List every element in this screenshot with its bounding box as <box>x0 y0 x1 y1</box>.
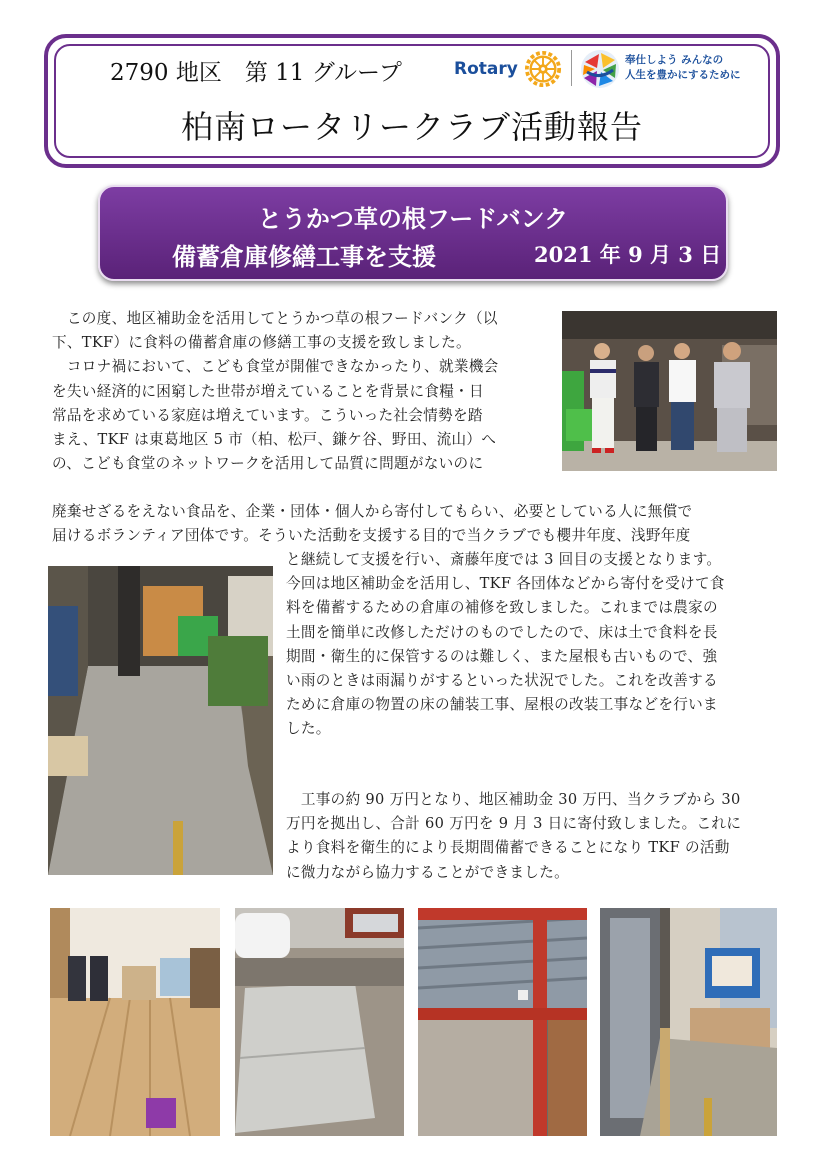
group-photo-image <box>562 311 777 471</box>
text-line: した。 <box>286 720 331 738</box>
group-photo <box>562 311 777 471</box>
roof-repair-image <box>418 908 587 1136</box>
text-line: と継続して支援を行い、斎藤年度では 3 回目の支援となります。 <box>286 551 722 568</box>
text-line: を失い経済的に困窮した世帯が増えていることを背景に食糧・日 <box>52 382 484 400</box>
text-line: 届けるボランティア団体です。そういた活動を支援する目的で当クラブでも櫻井年度、浅野年度 <box>52 527 691 545</box>
text-line: 今回は地区補助金を活用し、TKF 各団体などから寄付を受けて食 <box>286 575 725 593</box>
rotary-logo <box>454 50 568 90</box>
rotary-wordmark: Rotary <box>454 59 518 79</box>
text-line: に微力ながら協力することができました。 <box>286 863 569 881</box>
text-line: 土間を簡単に改修しただけのものでしたので、床は土で食料を長 <box>286 623 718 641</box>
rotary-wheel-icon <box>524 50 562 88</box>
report-date: 2021 年 9 月 3 日 <box>534 242 722 267</box>
text-line: この度、地区補助金を活用してとうかつ草の根フードバンク（以 <box>52 310 498 327</box>
concrete-pad-photo <box>235 908 404 1136</box>
slogan-globe-icon <box>579 48 621 90</box>
headline-line-2: 備蓄倉庫修繕工事を支援 <box>172 242 436 271</box>
text-line: ために倉庫の物置の床の舗装工事、屋根の改装工事などを行いま <box>286 696 718 714</box>
headline-line-1: とうかつ草の根フードバンク <box>257 204 569 233</box>
roof-repair-photo <box>418 908 587 1136</box>
text-line: コロナ禍において、こども食堂が開催できなかったり、就業機会 <box>52 358 499 376</box>
slogan-text <box>625 53 741 83</box>
body-paragraph-1 <box>52 307 554 476</box>
storage-room-photo <box>50 908 220 1136</box>
warehouse-floor-photo <box>48 566 273 875</box>
text-line: 万円を拠出し、合計 60 万円を 9 月 3 日に寄付致しました。これに <box>286 815 742 833</box>
body-paragraph-3 <box>286 548 776 742</box>
storage-room-image <box>50 908 220 1136</box>
text-line: より食料を衛生的により長期間備蓄できることになり TKF の活動 <box>286 839 730 857</box>
text-line: 下、TKF）に食料の備蓄倉庫の修繕工事の支援を致しました。 <box>52 334 471 352</box>
text-line: の、こども食堂のネットワークを活用して品質に問題がないのに <box>52 455 484 473</box>
headline-banner <box>98 185 728 281</box>
text-line: 工事の約 90 万円となり、地区補助金 30 万円、当クラブから 30 <box>286 791 741 808</box>
slogan-logo <box>579 48 739 92</box>
interior-shelves-photo <box>600 908 777 1136</box>
text-line: 常品を求めている家庭は増えています。こういった社会情勢を踏 <box>52 406 483 424</box>
text-line: まえ、TKF は東葛地区 5 市（柏、松戸、鎌ケ谷、野田、流山）へ <box>52 431 497 449</box>
text-line: 廃棄せざるをえない食品を、企業・団体・個人から寄付してもらい、必要としている人に無償で <box>52 503 693 520</box>
text-line: 期間・衛生的に保管するのは難しく、また屋根も古いもので、強 <box>286 647 718 665</box>
body-paragraph-4 <box>286 788 776 885</box>
club-title: 柏南ロータリークラブ活動報告 <box>180 108 643 146</box>
text-line: い雨のときは雨漏りがするといった状況でした。これを改善する <box>286 672 718 690</box>
interior-shelves-image <box>600 908 777 1136</box>
slogan-line-1: 奉仕しよう みんなの <box>625 54 724 66</box>
text-line: 料を備蓄するための倉庫の補修を致しました。これまでは農家の <box>286 599 718 617</box>
slogan-line-2: 人生を豊かにするために <box>625 69 741 81</box>
concrete-pad-image <box>235 908 404 1136</box>
logo-divider <box>571 50 572 86</box>
warehouse-floor-image <box>48 566 273 875</box>
district-label: 2790 地区 第 11 グループ <box>110 60 402 86</box>
header-frame <box>44 34 780 168</box>
body-paragraph-2 <box>52 500 776 548</box>
